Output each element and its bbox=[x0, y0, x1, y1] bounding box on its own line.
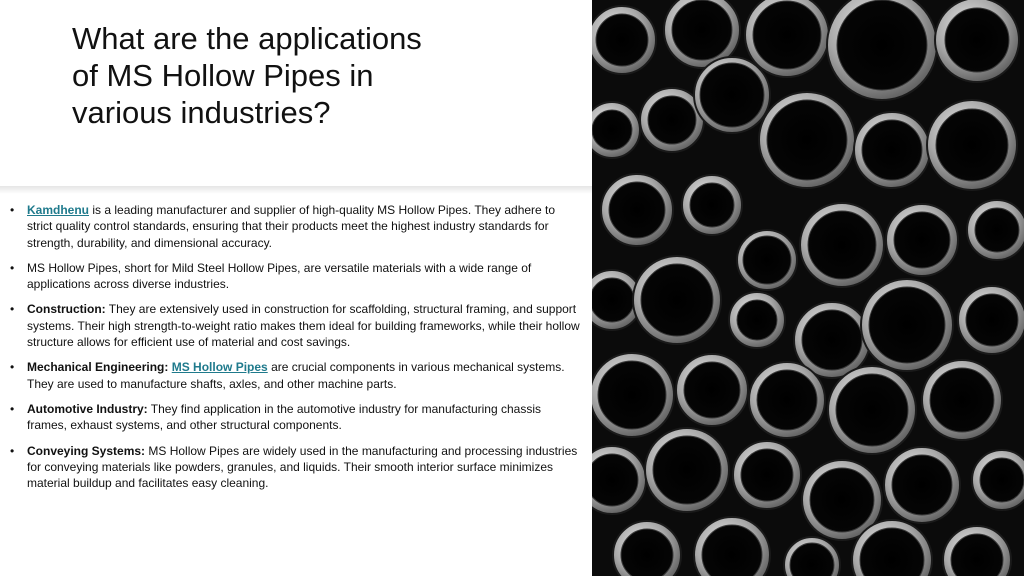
ms-hollow-pipes-link[interactable]: MS Hollow Pipes bbox=[171, 360, 268, 375]
pipe-hole bbox=[741, 449, 793, 501]
pipe-hole bbox=[596, 14, 648, 66]
pipe-hole bbox=[930, 368, 994, 432]
pipe-hole bbox=[609, 182, 665, 238]
pipe-hole bbox=[966, 294, 1018, 346]
pipe-hole bbox=[653, 436, 721, 504]
pipe-hole bbox=[802, 310, 862, 370]
pipe-hole bbox=[808, 211, 876, 279]
bullet-text: is a leading manufacturer and supplier of high-quality MS Hollow Pipes. They adhere to strict quality control standards, ensuring that their products meet the highest industry standards for strength, durability, and dimensional accuracy. bbox=[27, 203, 556, 250]
bullet-heading: Conveying Systems: bbox=[27, 443, 146, 458]
bullet-text: MS Hollow Pipes are widely used in the manufacturing and processing industries for conveying materials like powders, granules, and liquids. Their smooth interior surface minimizes material buildup and facilitates easy cleaning. bbox=[27, 443, 578, 491]
pipe-hole bbox=[648, 96, 696, 144]
pipe-hole bbox=[836, 374, 908, 446]
pipe-hole bbox=[980, 458, 1024, 502]
pipe-hole bbox=[936, 109, 1008, 181]
pipe-hole bbox=[737, 300, 777, 340]
hollow-pipes-photo bbox=[592, 0, 1024, 576]
pipe-hole bbox=[690, 183, 734, 227]
pipe-hole bbox=[945, 8, 1009, 72]
kamdhenu-link[interactable]: Kamdhenu bbox=[27, 203, 90, 217]
pipe-hole bbox=[810, 468, 874, 532]
slide-title: What are the applications of MS Hollow Pipes in various industries? bbox=[72, 21, 422, 130]
pipe-hole bbox=[767, 100, 847, 180]
bullet-list bbox=[10, 202, 582, 500]
bullet-kamdhenu bbox=[10, 202, 582, 251]
bullet-construction bbox=[10, 301, 582, 350]
pipe-ends-image bbox=[592, 0, 1024, 576]
pipe-hole bbox=[837, 0, 927, 90]
bullet-definition bbox=[10, 260, 582, 293]
pipe-hole bbox=[753, 1, 821, 69]
pipe-hole bbox=[592, 110, 632, 150]
bullet-automotive-industry bbox=[10, 401, 582, 434]
bullet-text: are crucial components in various mechanical systems. They are used to manufacture shafts, axles, and other machine parts. bbox=[27, 360, 565, 391]
pipe-hole bbox=[672, 0, 732, 60]
pipe-hole bbox=[684, 362, 740, 418]
bullet-heading: Mechanical Engineering: bbox=[27, 360, 169, 375]
pipe-hole bbox=[975, 208, 1019, 252]
pipe-hole bbox=[892, 455, 952, 515]
bullet-text: They are extensively used in construction for scaffolding, structural framing, and support systems. Their high strength-to-weight ratio makes them ideal for building frameworks, while their hollow structure allows for efficient use of material and cost savings. bbox=[27, 302, 580, 350]
pipe-hole bbox=[700, 63, 764, 127]
bullet-text: They find application in the automotive industry for manufacturing chassis frames, exhaust systems, and other structural components. bbox=[27, 401, 541, 433]
pipe-hole bbox=[894, 212, 950, 268]
pipe-hole bbox=[621, 529, 673, 576]
pipe-hole bbox=[641, 264, 713, 336]
pipe-hole bbox=[592, 454, 638, 506]
pipe-hole bbox=[869, 287, 945, 363]
pipe-hole bbox=[592, 278, 634, 322]
bullet-heading: Construction: bbox=[27, 302, 106, 317]
pipe-hole bbox=[757, 370, 817, 430]
title-divider bbox=[0, 186, 592, 194]
bullet-mechanical-engineering bbox=[10, 359, 582, 392]
bullet-heading: Automotive Industry: bbox=[27, 401, 148, 416]
pipe-hole bbox=[598, 361, 666, 429]
bullet-conveying-systems bbox=[10, 443, 582, 492]
bullet-text: MS Hollow Pipes, short for Mild Steel Hollow Pipes, are versatile materials with a wide range of applications across diverse industries. bbox=[27, 260, 532, 292]
pipe-hole bbox=[743, 236, 791, 284]
pipe-hole bbox=[862, 120, 922, 180]
